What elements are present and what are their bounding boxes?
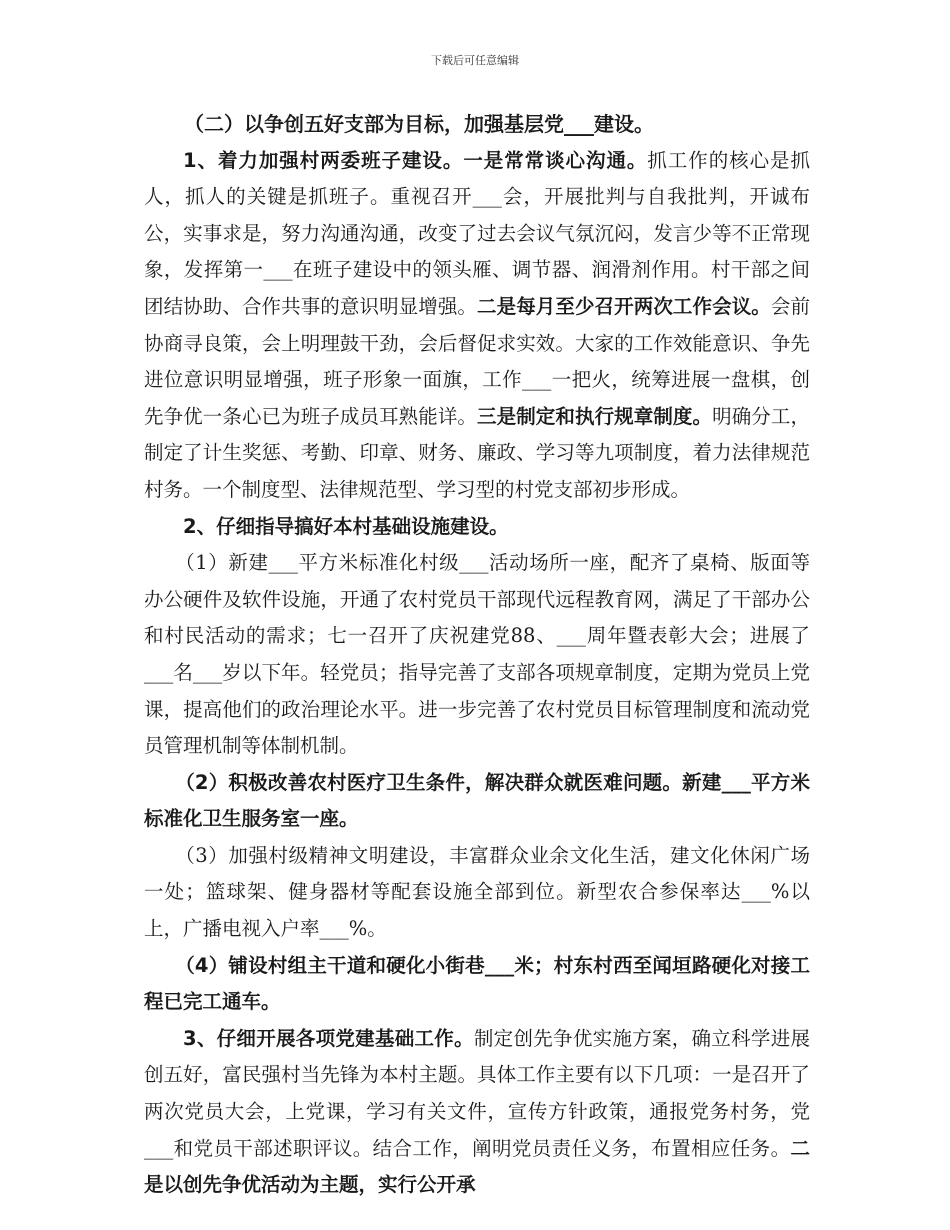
point-2-text: 会前协商寻良策，会上明理鼓干劲，会后督促求实效。大家的工作效能意识、争先进位意识明显增强，班子形象一面旗，工作___一把火，统筹进展一盘棋，创先争优一条心已为班子成员耳熟能详。 xyxy=(144,294,810,428)
paragraph-1-heading: 1、着力加强村两委班子建设。 xyxy=(183,148,464,172)
paragraph-3 xyxy=(144,1021,810,1204)
list-item-3: （3）加强村级精神文明建设，丰富群众业余文化生活，建文化休闲广场一处；篮球架、健身器材等配套设施全部到位。新型农合参保率达___%以上，广播电视入户率___%。 xyxy=(144,843,810,941)
list-item-1: （1）新建___平方米标准化村级___活动场所一座，配齐了桌椅、版面等办公硬件及软件设施，开通了农村党员干部现代远程教育网，满足了干部办公和村民活动的需求；七一召开了庆祝建党88、___周年暨表彰大会；进展了___名___岁以下年。轻党员；指导完善了支部各项规章制度，定期为党员上党课，提高他们的政治理论水平。进一步完善了农村党员目标管理制度和流动党员管理机制等体制机制。 xyxy=(144,551,810,758)
point-1-text: 抓工作的核心是抓人，抓人的关键是抓班子。重视召开___会，开展批判与自我批判，开诚布公，实事求是，努力沟通沟通，改变了过去会议气氛沉闷，发言少等不正常现象，发挥第一___在班子建设中的领头雁、调节器、润滑剂作用。村干部之间团结协助、合作共事的意识明显增强。 xyxy=(144,148,810,318)
list-item-2: （2）积极改善农村医疗卫生条件，解决群众就医难问题。新建___平方米标准化卫生服务室一座。 xyxy=(144,770,810,831)
paragraph-2-heading: 2、仔细指导搞好本村基础设施建设。 xyxy=(183,514,509,538)
paragraph-3-text: 制定创先争优实施方案，确立科学进展创五好，富民强村当先锋为本村主题。具体工作主要有以下几项：一是召开了两次党员大会，上党课，学习有关文件，宣传方针政策，通报党务村务，党___和党员干部述职评议。结合工作，阐明党员责任义务，布置相应任务。 xyxy=(144,1026,810,1160)
paragraph-3-tail: 二是以创先争优活动为主题，实行公开承 xyxy=(144,1136,810,1197)
point-2-bold: 二是每月至少召开两次工作会议。 xyxy=(477,294,771,318)
point-1-bold: 一是常常谈心沟通。 xyxy=(463,148,648,172)
page-header: 下载后可任意编辑 xyxy=(431,54,519,67)
section-title: （二）以争创五好支部为目标，加强基层党___建设。 xyxy=(184,112,654,136)
list-item-4: （4）铺设村组主干道和硬化小街巷___米；村东村西至闻垣路硬化对接工程已完工通车。 xyxy=(144,953,810,1014)
point-3-text: 明确分工，制定了计生奖惩、考勤、印章、财务、廉政、学习等九项制度，着力法律规范村务。一个制度型、法律规范型、学习型的村党支部初步形成。 xyxy=(144,404,810,501)
document-body xyxy=(144,106,810,1204)
paragraph-3-heading: 3、仔细开展各项党建基础工作。 xyxy=(183,1026,474,1050)
paragraph-1 xyxy=(144,143,810,509)
point-3-bold: 三是制定和执行规章制度。 xyxy=(477,404,713,428)
